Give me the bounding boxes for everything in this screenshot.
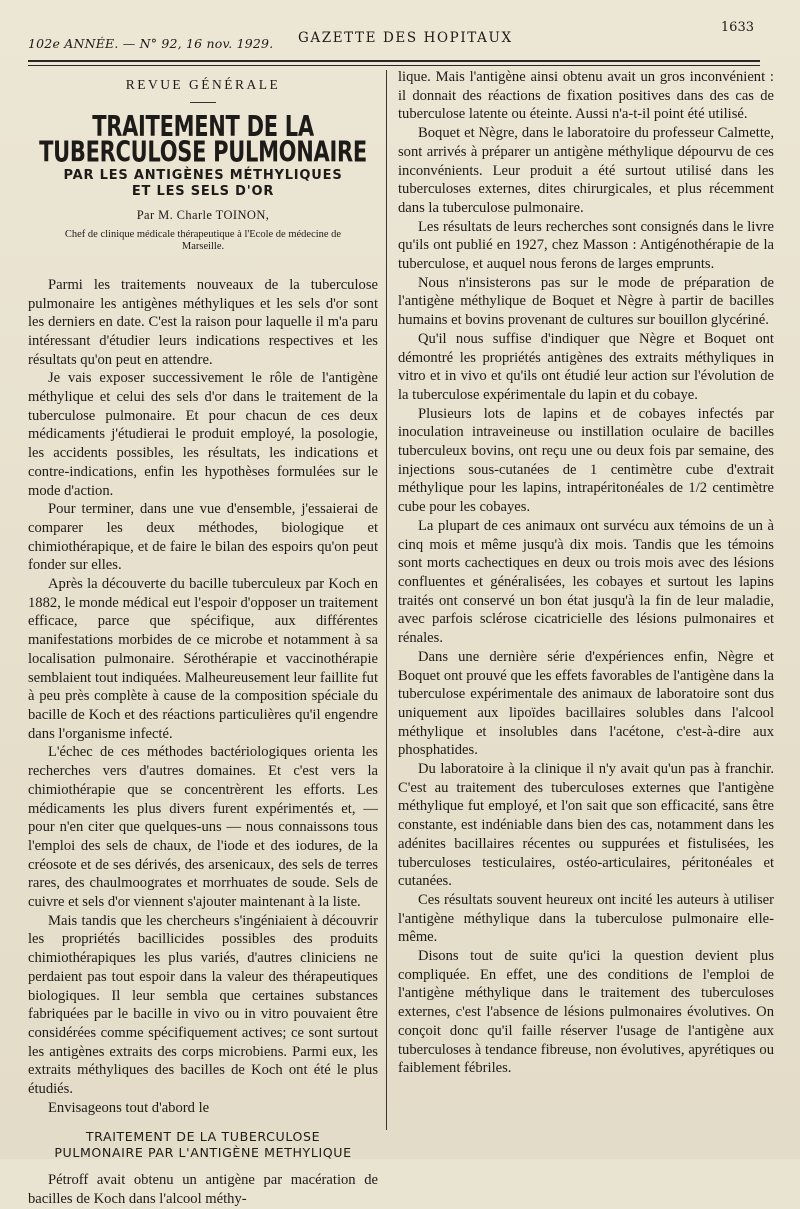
- paragraph: Nous n'insisterons pas sur le mode de préparation de l'antigène méthylique de Boquet et Nègre à partir de bacilles humains et bovins provenant de cultures sur bouillon glycériné.: [398, 274, 774, 329]
- paragraph: Pour terminer, dans une vue d'ensemble, j'essaierai de comparer les deux méthodes, biologique et chimiothérapique, et de faire le bilan des espoirs qu'on peut fonder sur elles.: [28, 501, 378, 574]
- paragraph: Pétroff avait obtenu un antigène par macération de bacilles de Koch dans l'alcool méthy-: [28, 1172, 378, 1208]
- page-number: 1633: [720, 20, 754, 35]
- page-header: [28, 20, 760, 60]
- paragraph: Dans une dernière série d'expériences enfin, Nègre et Boquet ont prouvé que les effets favorables de l'antigène dans la tuberculose expérimentale des animaux de laboratoire sont dus uniquement aux lipoïdes bacillaires solubles dans l'alcool méthylique et insolubles dans l'acétone, c'est-à-dire aux phosphatides.: [398, 648, 774, 759]
- paragraph: Les résultats de leurs recherches sont consignés dans le livre qu'ils ont publié en 1927, chez Masson : Antigénothérapie de la tuberculose, et auquel nous ferons de larges emprunts.: [398, 218, 774, 273]
- paragraph: Boquet et Nègre, dans le laboratoire du professeur Calmette, sont arrivés à préparer un antigène méthylique dépourvu de ces inconvénients. Leur produit a été surtout utilisé dans les tuberculoses externes, dites chirurgicales, et plus récemment dans la tuberculose pulmonaire.: [398, 125, 774, 216]
- paragraph: Mais tandis que les chercheurs s'ingéniaient à découvrir les propriétés bacillicides possibles des produits chimiothérapiques les plus variés, d'autres cliniciens ne perdaient pas tout espoir dans la valeur des thérapeutiques biologiques. Il leur sembla que certaines substances fabriquées par le bacille in vivo ou in vitro pouvaient être considérées comme spécifiquement actives; ce sont surtout les antigènes extraits des corps microbiens. Parmi eux, les extraits méthyliques des bacilles de Koch ont été le plus étudiés.: [28, 912, 378, 1098]
- author-line: Par M. Charle TOINON,: [136, 208, 270, 223]
- journal-title: GAZETTE DES HOPITAUX: [298, 30, 513, 46]
- section-heading-line-2: PULMONAIRE PAR L'ANTIGÈNE METHYLIQUE: [54, 1145, 352, 1161]
- header-rule-thin: [28, 65, 760, 66]
- section-heading-line-1: TRAITEMENT DE LA TUBERCULOSE: [85, 1129, 321, 1145]
- left-column: [28, 68, 378, 1209]
- right-column: [398, 68, 774, 1078]
- paragraph: Disons tout de suite qu'ici la question devient plus compliquée. En effet, une des conditions de l'emploi de l'antigène méthylique dans le traitement des tuberculoses externes, c'est l'absence de lésions pulmonaires évolutives. On conçoit donc qu'il faille réserver l'usage de l'antigène aux tuberculoses à tendance fibreuse, non évolutives, apyrétiques ou faiblement fébriles.: [398, 948, 774, 1077]
- paragraph: Plusieurs lots de lapins et de cobayes infectés par inoculation intraveineuse ou instillation oculaire de bacilles tuberculeux bovins, ont reçu une ou deux fois par semaine, des injections sous-cutanées de 1 centimètre cube d'extrait méthylique pour les lapins, intrapéritonéales de 1/2 centimètre cube pour les cobayes.: [398, 405, 774, 516]
- paragraph: Ces résultats souvent heureux ont incité les auteurs à utiliser l'antigène méthylique dans la tuberculose pulmonaire elle-même.: [398, 891, 774, 946]
- header-rule-thick: [28, 60, 760, 62]
- article-title: TRAITEMENT DE LA TUBERCULOSE PULMONAIRE: [39, 110, 367, 168]
- section-heading: [28, 1129, 378, 1161]
- article-subtitle-1: PAR LES ANTIGÈNES MÉTHYLIQUES: [63, 168, 343, 184]
- rubric: REVUE GÉNÉRALE: [125, 77, 281, 92]
- column-divider: [386, 70, 387, 1130]
- paragraph: Qu'il nous suffise d'indiquer que Nègre et Boquet ont démontré les propriétés antigènes des extraits méthyliques in vitro et in vivo et qu'ils ont étudié leur action sur l'évolution de la tuberculose expérimentale du lapin et du cobaye.: [398, 330, 774, 403]
- paragraph: Envisageons tout d'abord le: [48, 1099, 210, 1116]
- paragraph: Après la découverte du bacille tuberculeux par Koch en 1882, le monde médical eut l'espoir d'opposer un traitement efficace, parce que spécifique, aux différentes manifestations morbides de ce microbe et notamment à sa localisation pulmonaire. Sérothérapie et vaccinothérapie semblaient tout indiquées. Malheureusement leur faillite fut à peu près complète à cause de la composition spéciale du bacille de Koch et des réactions particulières qu'il engendre dans l'organisme infecté.: [28, 576, 378, 742]
- paragraph: Je vais exposer successivement le rôle de l'antigène méthylique et celui des sels d'or dans le traitement de la tuberculose pulmonaire. Et pour chacun de ces deux médicaments j'étudierai le produit employé, la posologie, les accidents possibles, les résultats, les indications et contre-indications, enfin les hypothèses formulées sur le mode d'action.: [28, 370, 378, 499]
- paragraph: L'échec de ces méthodes bactériologiques orienta les recherches vers d'autres domaines. Et c'est vers la chimiothérapie que se concentrèrent les efforts. Les médicaments les plus divers furent expérimentés et, — pour n'en citer que quelques-uns — nous connaissons tous l'emploi des sels de chaux, de l'iode et des iodures, de la créosote et de ses dérivés, des arsenicaux, des sels de terres rares, des chaulmoogrates et morrhuates de soude. Sels de cuivre et sels d'or viennent s'ajouter maintenant à la liste.: [28, 744, 378, 911]
- author-affiliation: Chef de clinique médicale thérapeutique à l'Ecole de médecine de Marseille.: [64, 228, 342, 253]
- rubric-rule: [190, 102, 216, 103]
- paragraph: Parmi les traitements nouveaux de la tuberculose pulmonaire les antigènes méthyliques et les sels d'or sont les derniers en date. C'est la raison pour laquelle il m'a paru intéressant d'étudier leurs indications respectives et les résultats qu'on peut en attendre.: [28, 276, 378, 368]
- article-subtitle-2: ET LES SELS D'OR: [131, 184, 275, 200]
- paragraph: Du laboratoire à la clinique il n'y avait qu'un pas à franchir. C'est au traitement des tuberculoses externes que l'antigène méthylique fut employé, et l'on sait que son efficacité, sans être constante, est indéniable dans bien des cas, notamment dans les adénites bacillaires récentes ou suppurées et fistulisées, les tuberculoses testiculaires, ostéo-articulaires, péritonéales et cutanées.: [398, 761, 774, 890]
- paragraph: lique. Mais l'antigène ainsi obtenu avait un gros inconvénient : il donnait des réactions de fixation positives dans des cas de tuberculose latente ou éteinte. Aussi n'a-t-il point été utilisé.: [398, 69, 774, 123]
- paragraph: La plupart de ces animaux ont survécu aux témoins de un à cinq mois et même jusqu'à dix mois. Tandis que les témoins sont morts cachectiques en deux ou trois mois avec des lésions confluentes et généralisées, les cobayes et surtout les lapins traités ont conservé un bon état jusqu'à la fin de leur maladie, avec parfois sclérose cicatricielle des lésions pulmonaires et rénales.: [398, 517, 774, 647]
- issue-line: 102e ANNÉE. — N° 92, 16 nov. 1929.: [28, 36, 274, 51]
